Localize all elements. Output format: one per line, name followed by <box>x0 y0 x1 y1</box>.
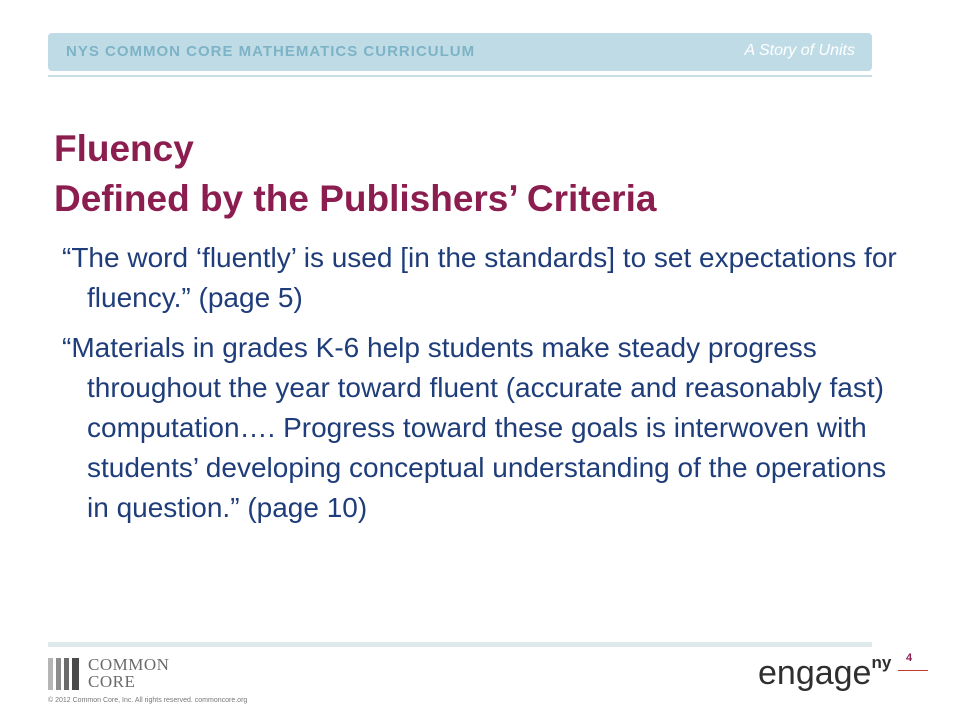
common-core-wordmark <box>88 656 169 690</box>
curriculum-title: NYS COMMON CORE MATHEMATICS CURRICULUM <box>66 43 476 60</box>
slide-title <box>54 124 894 224</box>
engageny-logo <box>758 654 891 693</box>
engage-ny-superscript: ny <box>871 652 892 672</box>
page-number-underline <box>898 670 928 671</box>
slide-title-line-2: Defined by the Publishers’ Criteria <box>54 178 657 219</box>
series-title: A Story of Units <box>744 42 855 59</box>
common-core-bars-icon <box>48 658 82 690</box>
engage-word: engage <box>758 654 872 692</box>
page-number: 4 <box>906 652 913 664</box>
header-divider <box>48 75 872 77</box>
slide-title-line-1: Fluency <box>54 128 194 169</box>
slide-body <box>62 238 902 538</box>
copyright-notice: © 2012 Common Core, Inc. All rights reserved. commoncore.org <box>48 697 248 704</box>
quote-paragraph-2: “Materials in grades K-6 help students make steady progress throughout the year toward fluent (accurate and reasonably fast) computation…. Progress toward these goals is interwoven with students’ developing conceptual understanding of the operations in question.” (page 10) <box>62 332 887 523</box>
footer-divider <box>48 642 872 647</box>
common-core-word-2: CORE <box>88 672 136 691</box>
common-core-word-1: COMMON <box>88 655 170 674</box>
quote-paragraph-1: “The word ‘fluently’ is used [in the standards] to set expectations for fluency.” (page 5) <box>62 242 897 313</box>
